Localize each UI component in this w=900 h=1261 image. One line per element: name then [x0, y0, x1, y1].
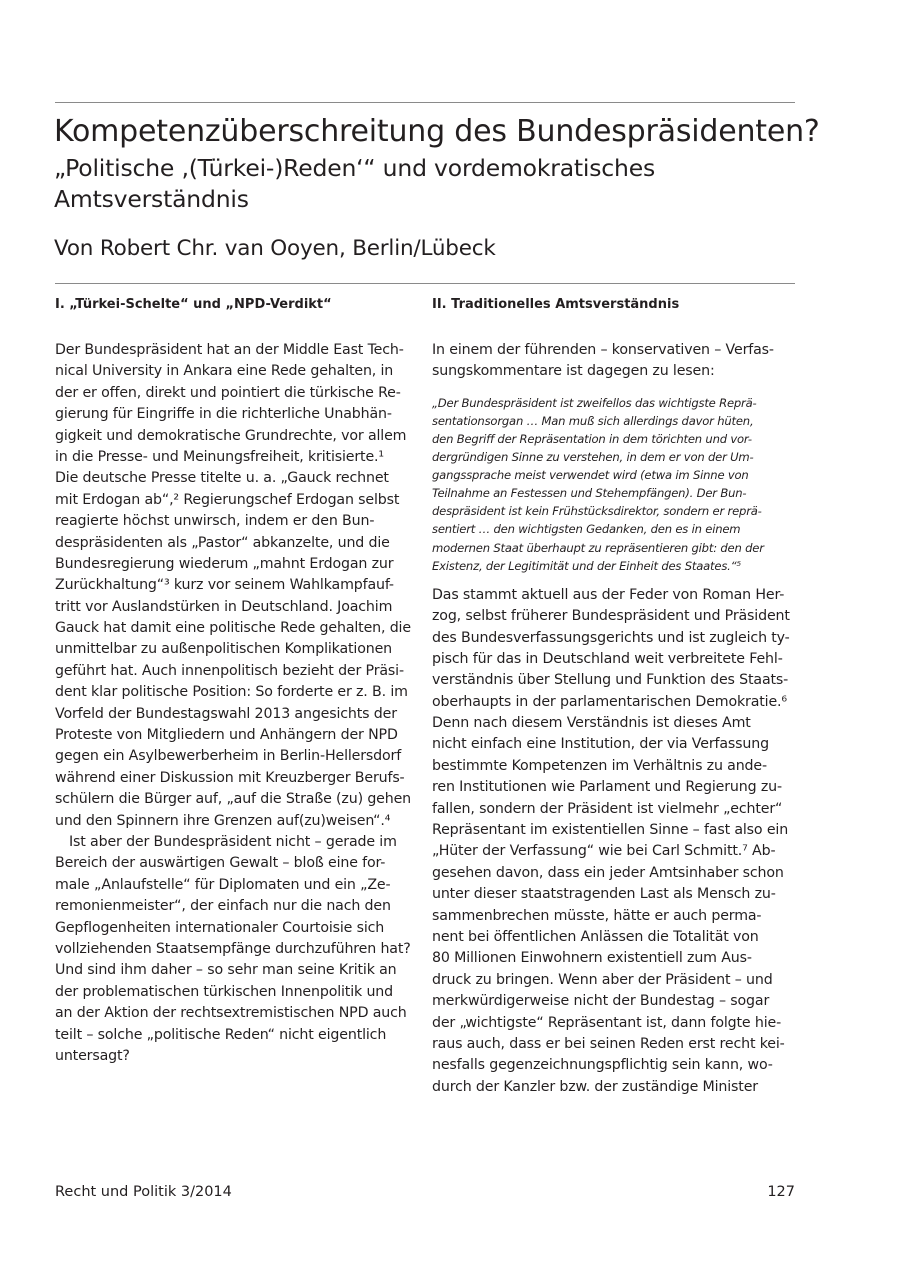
paragraph-1: [55, 340, 417, 832]
text-line: male „Anlaufstelle“ für Diplomaten und ein „Ze-: [55, 876, 391, 893]
text-line: nicht einfach eine Institution, der via Verfassung: [432, 736, 769, 753]
text-line: pisch für das in Deutschland weit verbreitete Fehl-: [432, 650, 783, 667]
text-line: Vorfeld der Bundestagswahl 2013 angesichts der: [55, 705, 397, 722]
text-line: und den Spinnern ihre Grenzen auf(zu)weisen“.⁴: [55, 812, 391, 829]
quote-line: sentationsorgan … Man muß sich allerdings davor hüten,: [432, 413, 754, 428]
quote-line: despräsident ist kein Frühstücksdirektor, sondern er reprä-: [432, 504, 762, 519]
text-line: reagierte höchst unwirsch, indem er den Bun-: [55, 513, 375, 530]
subtitle-line: Amtsverständnis: [54, 185, 249, 213]
text-line: unmittelbar zu außenpolitischen Komplikationen: [55, 641, 393, 658]
right-column: [432, 288, 794, 1098]
top-rule: [55, 102, 795, 103]
text-line: Denn nach diesem Verständnis ist dieses Amt: [432, 715, 751, 732]
section-heading-1: I. „Türkei-Schelte“ und „NPD-Verdikt“: [55, 297, 332, 312]
text-line: untersagt?: [55, 1047, 130, 1064]
text-line: Zurückhaltung“³ kurz vor seinem Wahlkampfauf-: [55, 577, 394, 594]
text-line: Die deutsche Presse titelte u. a. „Gauck rechnet: [55, 470, 389, 487]
text-line: Und sind ihm daher – so sehr man seine Kritik an: [55, 962, 397, 979]
text-line: verständnis über Stellung und Funktion des Staats-: [432, 672, 789, 689]
text-line: fallen, sondern der Präsident ist vielmehr „echter“: [432, 800, 783, 817]
text-line: während einer Diskussion mit Kreuzberger Berufs-: [55, 769, 405, 786]
text-line: durch der Kanzler bzw. der zuständige Minister: [432, 1078, 758, 1095]
text-line: Der Bundespräsident hat an der Middle East Tech-: [55, 342, 404, 358]
block-quote: [432, 394, 794, 575]
quote-line: gangssprache meist verwendet wird (etwa im Sinne von: [432, 468, 749, 483]
intro-paragraph: [432, 340, 794, 383]
text-line: bestimmte Kompetenzen im Verhältnis zu ande-: [432, 757, 767, 774]
footer-journal: Recht und Politik 3/2014: [55, 1184, 232, 1200]
text-line: Das stammt aktuell aus der Feder von Roman Her-: [432, 586, 785, 603]
subtitle-line: „Politische ‚(Türkei-)Reden‘“ und vordemokratisches: [54, 154, 656, 182]
text-line: vollziehenden Staatsempfänge durchzuführen hat?: [55, 940, 411, 957]
text-line: der „wichtigste“ Repräsentant ist, dann folgte hie-: [432, 1014, 782, 1031]
section-heading-2: II. Traditionelles Amtsverständnis: [432, 297, 680, 312]
text-line: des Bundesverfassungsgerichts und ist zugleich ty-: [432, 629, 790, 646]
text-line: remonienmeister“, der einfach nur die nach den: [55, 898, 391, 915]
left-column: [55, 288, 417, 1067]
text-line: raus auch, dass er bei seinen Reden erst recht kei-: [432, 1035, 785, 1052]
text-line: teilt – solche „politische Reden“ nicht eigentlich: [55, 1026, 387, 1043]
text-line: 80 Millionen Einwohnern existentiell zum Aus-: [432, 950, 752, 967]
article-subtitle: [54, 153, 794, 215]
text-line: oberhaupts in der parlamentarischen Demokratie.⁶: [432, 693, 787, 710]
text-line: Proteste von Mitgliedern und Anhängern der NPD: [55, 727, 398, 744]
text-line: ren Institutionen wie Parlament und Regierung zu-: [432, 779, 782, 796]
text-line: der er offen, direkt und pointiert die türkische Re-: [55, 384, 401, 401]
text-line: unter dieser staatstragenden Last als Mensch zu-: [432, 886, 776, 903]
text-line: In einem der führenden – konservativen – Verfas-: [432, 342, 774, 358]
text-line: gesehen davon, dass ein jeder Amtsinhaber schon: [432, 864, 784, 881]
text-line: sammenbrechen müsste, hätte er auch perma-: [432, 907, 762, 924]
quote-line: den Begriff der Repräsentation in dem törichten und vor-: [432, 431, 752, 446]
quote-line: Existenz, der Legitimität und der Einheit des Staates.“⁵: [432, 558, 741, 573]
quote-line: dergründigen Sinne zu verstehen, in dem er von der Um-: [432, 450, 754, 465]
text-line: nical University in Ankara eine Rede gehalten, in: [55, 363, 394, 380]
text-line: tritt vor Auslandstürken in Deutschland. Joachim: [55, 598, 393, 615]
text-line: in die Presse- und Meinungsfreiheit, kritisierte.¹: [55, 448, 384, 465]
text-line: Bundesregierung wiederum „mahnt Erdogan zur: [55, 555, 394, 572]
text-line: gigkeit und demokratische Grundrechte, vor allem: [55, 427, 407, 444]
text-line: schülern die Bürger auf, „auf die Straße (zu) gehen: [55, 791, 412, 808]
footer-page-number: 127: [767, 1184, 795, 1200]
text-line: dent klar politische Position: So forderte er z. B. im: [55, 684, 408, 701]
text-line: gierung für Eingriffe in die richterliche Unabhän-: [55, 406, 392, 423]
quote-line: sentiert … den wichtigsten Gedanken, den es in einem: [432, 522, 741, 537]
quote-line: „Der Bundespräsident ist zweifellos das wichtigste Reprä-: [432, 395, 757, 410]
text-line: Gepflogenheiten internationaler Courtoisie sich: [55, 919, 385, 936]
text-line: zog, selbst früherer Bundespräsident und Präsident: [432, 608, 790, 625]
text-line: geführt hat. Auch innenpolitisch bezieht der Präsi-: [55, 662, 404, 679]
text-line: druck zu bringen. Wenn aber der Präsident – und: [432, 971, 773, 988]
text-line: mit Erdogan ab“,² Regierungschef Erdogan selbst: [55, 491, 400, 508]
header-divider: [55, 283, 795, 284]
quote-line: Teilnahme an Festessen und Stehempfängen). Der Bun-: [432, 486, 747, 501]
text-line: despräsidenten als „Pastor“ abkanzelte, und die: [55, 534, 390, 551]
text-line: der problematischen türkischen Innenpolitik und: [55, 983, 393, 1000]
text-line: an der Aktion der rechtsextremistischen NPD auch: [55, 1005, 407, 1022]
paragraph-2: [55, 832, 417, 1067]
quote-line: modernen Staat überhaupt zu repräsentieren gibt: den der: [432, 540, 764, 555]
text-line: „Hüter der Verfassung“ wie bei Carl Schmitt.⁷ Ab-: [432, 843, 776, 860]
text-line: nent bei öffentlichen Anlässen die Totalität von: [432, 928, 759, 945]
paragraph-3: [432, 585, 794, 1098]
text-line: Bereich der auswärtigen Gewalt – bloß eine for-: [55, 855, 386, 872]
text-line: Ist aber der Bundespräsident nicht – gerade im: [69, 833, 397, 850]
text-line: nesfalls gegenzeichnungspflichtig sein kann, wo-: [432, 1057, 773, 1074]
text-line: gegen ein Asylbewerberheim in Berlin-Hellersdorf: [55, 748, 402, 765]
spacer: [432, 575, 794, 585]
text-line: Repräsentant im existentiellen Sinne – fast also ein: [432, 822, 789, 839]
spacer: [432, 383, 794, 394]
text-line: Gauck hat damit eine politische Rede gehalten, die: [55, 620, 411, 637]
author-line: Von Robert Chr. van Ooyen, Berlin/Lübeck: [54, 236, 496, 261]
text-line: sungskommentare ist dagegen zu lesen:: [432, 363, 715, 380]
article-title: Kompetenzüberschreitung des Bundespräsidenten?: [54, 114, 820, 149]
text-line: merkwürdigerweise nicht der Bundestag – sogar: [432, 993, 770, 1010]
